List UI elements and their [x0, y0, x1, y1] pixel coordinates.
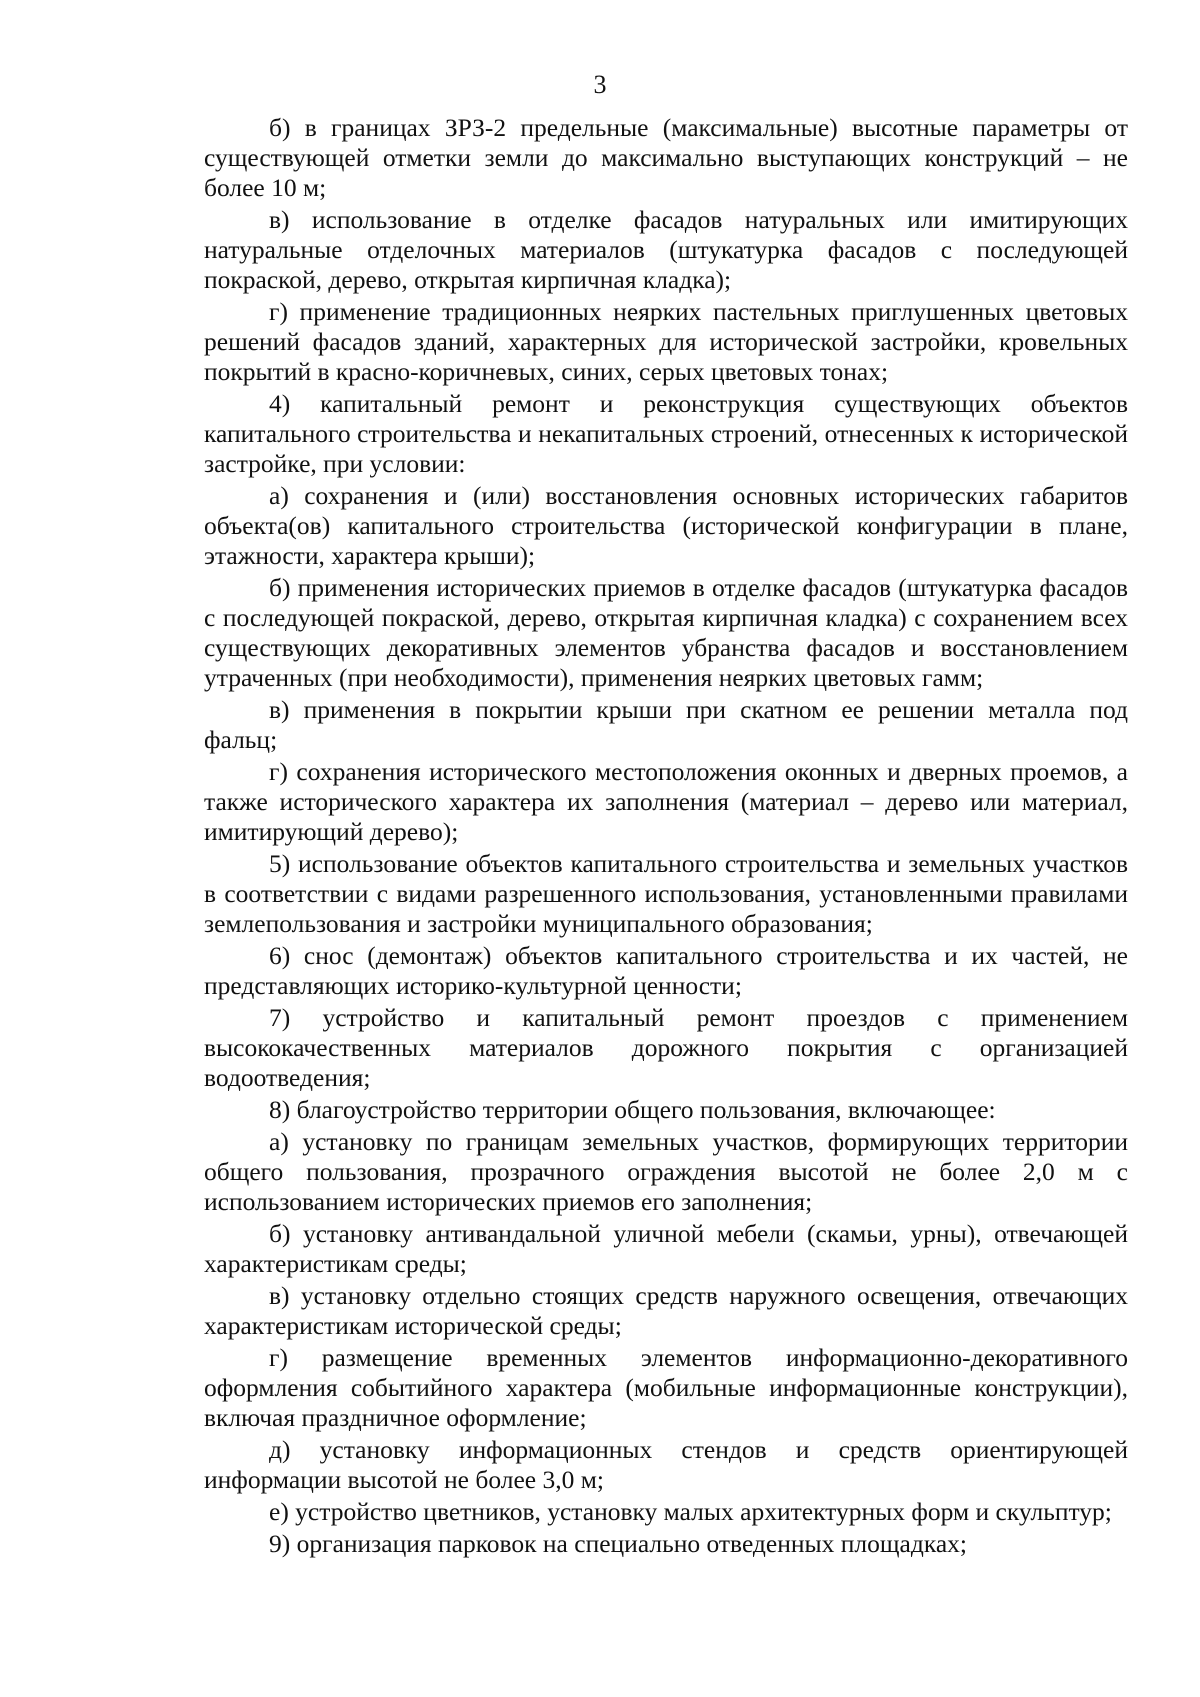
paragraph: е) устройство цветников, установку малых архитектурных форм и скульптур; [269, 1497, 1112, 1526]
paragraph: в) применения в покрытии крыши при скатном ее решении металла под фальц; [204, 695, 1128, 754]
paragraph: в) использование в отделке фасадов натуральных или имитирующих натуральные отделочных материалов (штукатурка фасадов с последующей покраской, дерево, открытая кирпичная кладка); [204, 205, 1128, 294]
paragraph: д) установку информационных стендов и средств ориентирующей информации высотой не более 3,0 м; [204, 1435, 1128, 1494]
paragraph: 4) капитальный ремонт и реконструкция существующих объектов капитального строительства и некапитальных строений, отнесенных к исторической застройке, при условии: [204, 389, 1128, 478]
paragraph: б) в границах ЗРЗ-2 предельные (максимальные) высотные параметры от существующей отметки земли до максимально выступающих конструкций – не более 10 м; [204, 113, 1128, 202]
paragraph: г) сохранения исторического местоположения оконных и дверных проемов, а также исторического характера их заполнения (материал – дерево или материал, имитирующий дерево); [204, 757, 1128, 846]
paragraph: б) установку антивандальной уличной мебели (скамьи, урны), отвечающей характеристикам среды; [204, 1219, 1128, 1278]
paragraph: г) применение традиционных неярких пастельных приглушенных цветовых решений фасадов зданий, характерных для исторической застройки, кровельных покрытий в красно-коричневых, синих, серых цветовых тонах; [204, 297, 1128, 386]
paragraph: в) установку отдельно стоящих средств наружного освещения, отвечающих характеристикам исторической среды; [204, 1281, 1128, 1340]
paragraph: 8) благоустройство территории общего пользования, включающее: [269, 1095, 996, 1124]
paragraph: б) применения исторических приемов в отделке фасадов (штукатурка фасадов с последующей покраской, дерево, открытая кирпичная кладка) с сохранением всех существующих декоративных элементов убранства фасадов и восстановлением утраченных (при необходимости), применения неярких цветовых гамм; [204, 573, 1128, 692]
paragraph: 7) устройство и капитальный ремонт проездов с применением высококачественных материалов дорожного покрытия с организацией водоотведения; [204, 1003, 1128, 1092]
paragraph: а) установку по границам земельных участков, формирующих территории общего пользования, прозрачного ограждения высотой не более 2,0 м с использованием исторических приемов его заполнения; [204, 1127, 1128, 1216]
page-number: 3 [593, 70, 607, 99]
paragraph: 9) организация парковок на специально отведенных площадках; [269, 1529, 967, 1558]
paragraph: г) размещение временных элементов информационно-декоративного оформления событийного характера (мобильные информационные конструкции), включая праздничное оформление; [204, 1343, 1128, 1432]
paragraph: а) сохранения и (или) восстановления основных исторических габаритов объекта(ов) капитального строительства (исторической конфигурации в плане, этажности, характера крыши); [204, 481, 1128, 570]
document-body [204, 113, 1128, 1561]
paragraph: 5) использование объектов капитального строительства и земельных участков в соответствии с видами разрешенного использования, установленными правилами землепользования и застройки муниципального образования; [204, 849, 1128, 938]
paragraph: 6) снос (демонтаж) объектов капитального строительства и их частей, не представляющих историко-культурной ценности; [204, 941, 1128, 1000]
